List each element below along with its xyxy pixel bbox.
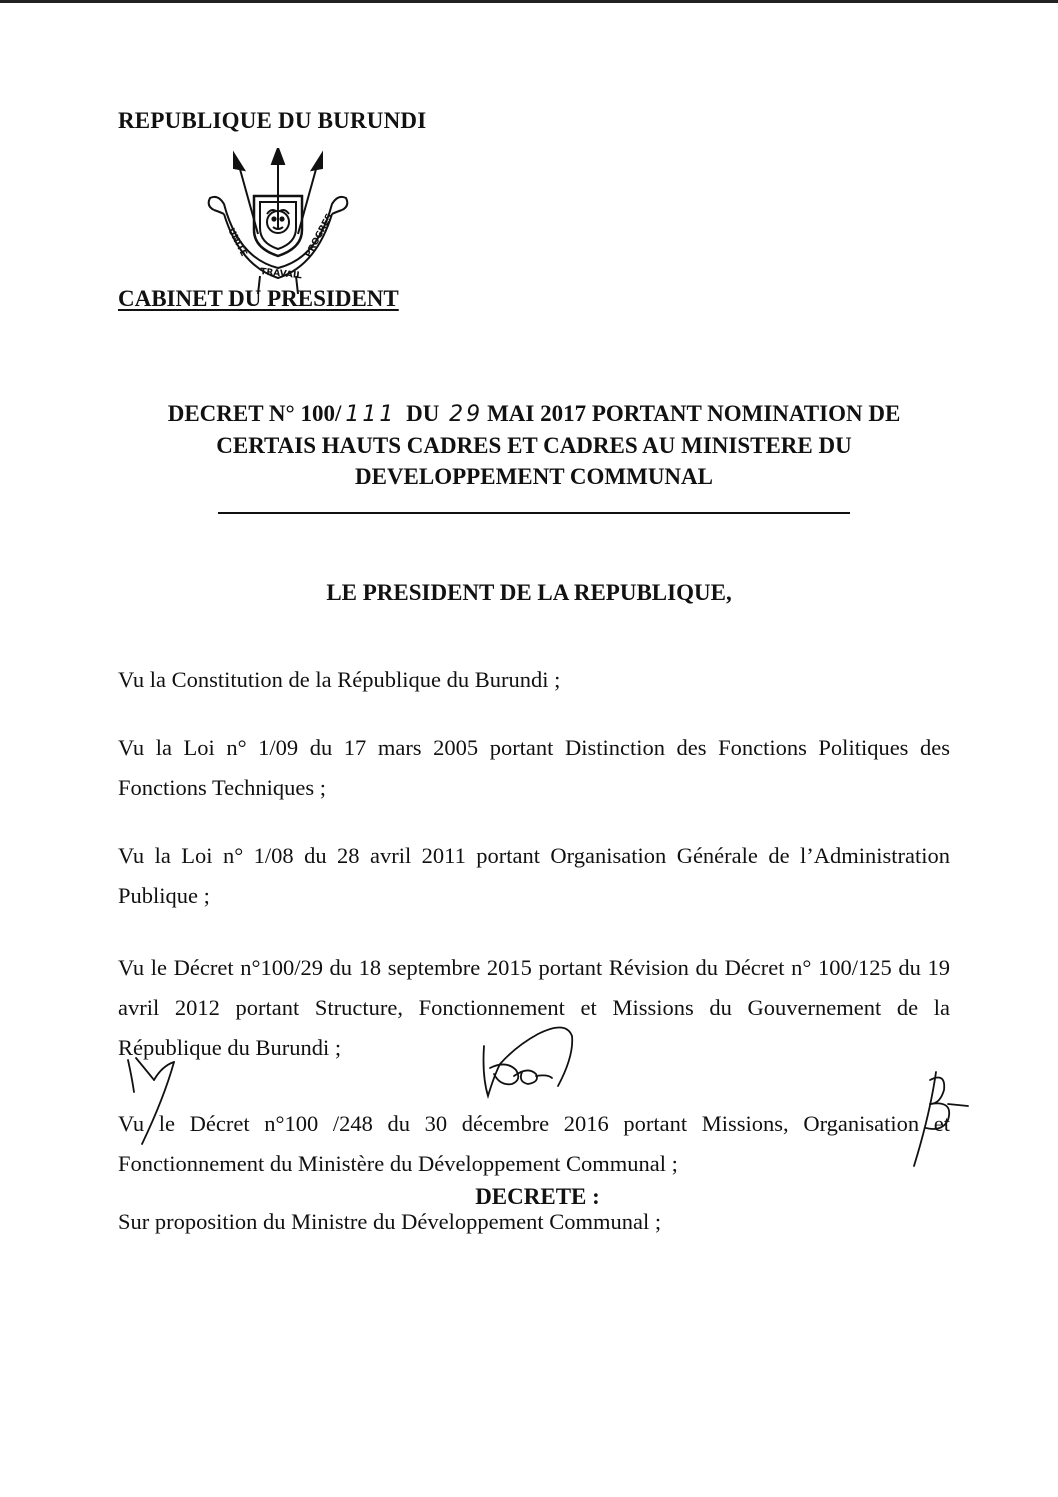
header-cabinet: CABINET DU PRESIDENT — [118, 286, 399, 311]
handwritten-initial-left — [120, 1048, 190, 1160]
handwritten-signature-president — [476, 1016, 586, 1116]
coat-of-arms-emblem — [198, 148, 358, 294]
decree-title-date-rest: MAI 2017 PORTANT NOMINATION DE — [487, 401, 901, 426]
decree-title-line-2: CERTAIS HAUTS CADRES ET CADRES AU MINISTERE DU — [216, 433, 852, 458]
paragraph-proposition: Sur proposition du Ministre du Développement Communal ; — [118, 1209, 662, 1234]
president-heading: LE PRESIDENT DE LA REPUBLIQUE, — [326, 580, 732, 605]
svg-text:TRAVAIL: TRAVAIL — [259, 267, 303, 282]
title-underline-rule — [218, 512, 850, 514]
paragraph-loi-2011: Vu la Loi n° 1/08 du 28 avril 2011 portant Organisation Générale de l’Administration Publique ; — [118, 843, 950, 908]
header-country: REPUBLIQUE DU BURUNDI — [118, 108, 427, 133]
decree-title — [110, 398, 958, 492]
scan-top-edge — [0, 0, 1058, 3]
paragraph-constitution: Vu la Constitution de la République du Burundi ; — [118, 667, 561, 692]
svg-text:UNITE: UNITE — [225, 226, 249, 259]
handwritten-initial-right — [906, 1064, 976, 1172]
handwritten-decree-number: 111 — [345, 402, 397, 427]
decree-title-line-3: DEVELOPPEMENT COMMUNAL — [355, 464, 713, 489]
decree-title-du: DU — [406, 401, 440, 426]
paragraph-decret-2015: Vu le Décret n°100/29 du 18 septembre 2015 portant Révision du Décret n° 100/125 du 19 avril 2012 portant Structure, Fonctionnement et Missions du Gouvernement de la République du Burundi ; — [118, 955, 950, 1060]
paragraph-decret-2016: Vu le Décret n°100 /248 du 30 décembre 2016 portant Missions, Organisation et Fonctionnement du Ministère du Développement Communal ; — [118, 1111, 950, 1176]
decree-title-prefix: DECRET N° 100/ — [167, 401, 342, 426]
paragraph-loi-2005: Vu la Loi n° 1/09 du 17 mars 2005 portant Distinction des Fonctions Politiques des Fonctions Techniques ; — [118, 735, 950, 800]
handwritten-decree-day: 29 — [449, 402, 484, 427]
decrete-heading: DECRETE : — [475, 1184, 600, 1209]
decree-title-line-1 — [110, 398, 958, 430]
svg-text:PROGRES: PROGRES — [303, 212, 336, 260]
